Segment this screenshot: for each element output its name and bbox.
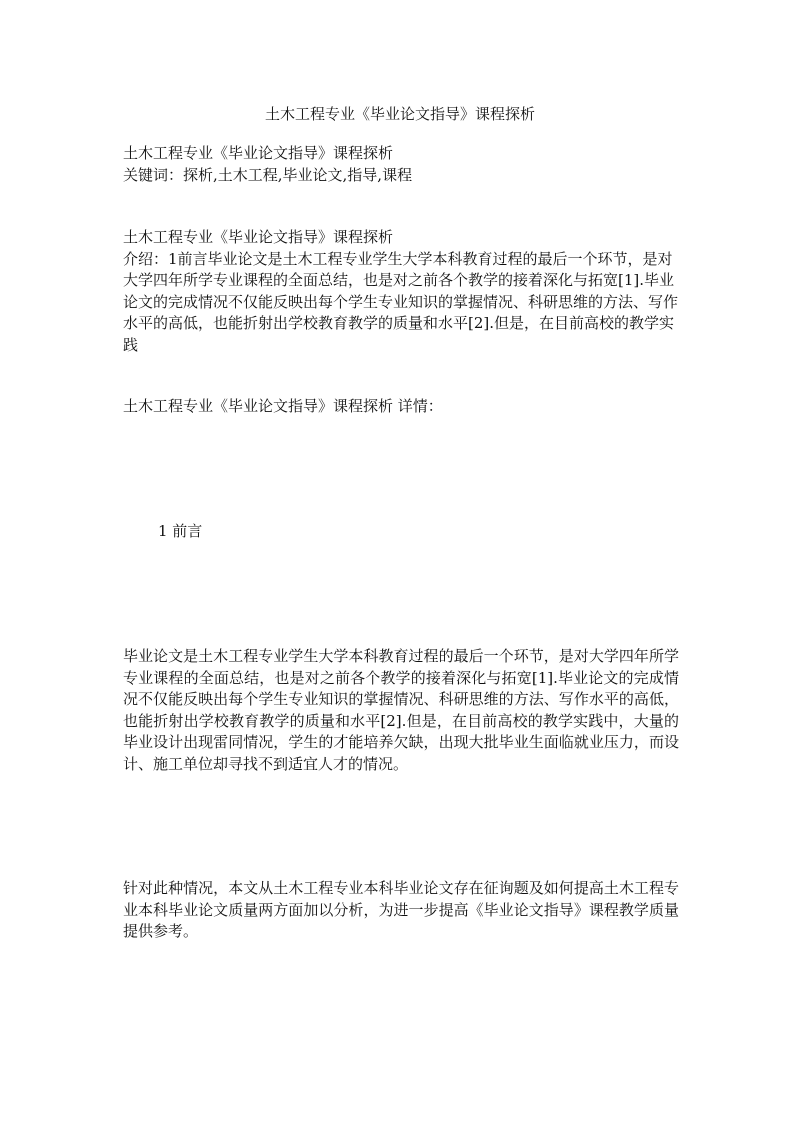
intro-block — [123, 227, 679, 356]
summary-heading: 土木工程专业《毕业论文指导》课程探析 — [123, 144, 394, 162]
keywords-line: 关键词：探析,土木工程,毕业论文,指导,课程 — [123, 165, 413, 184]
paragraph-2: 针对此种情况，本文从土木工程专业本科毕业论文存在征询题及如何提高土木工程专业本科毕业论文质量两方面加以分析，为进一步提高《毕业论文指导》课程教学质量提供参考。 — [123, 879, 679, 940]
paragraph-1: 毕业论文是土木工程专业学生大学本科教育过程的最后一个环节，是对大学四年所学专业课程的全面总结，也是对之前各个教学的接着深化与拓宽[1].毕业论文的完成情况不仅能反映出每个学生专业知识的掌握情况、科研思维的方法、写作水平的高低，也能折射出学校教育教学的质量和水平[2].但是，在目前高校的教学实践中，大量的毕业设计出现雷同情况，学生的才能培养欠缺，出现大批毕业生面临就业压力，而设计、施工单位却寻找不到适宜人才的情况。 — [123, 647, 679, 773]
intro-text: 介绍：1前言毕业论文是土木工程专业学生大学本科教育过程的最后一个环节，是对大学四年所学专业课程的全面总结，也是对之前各个教学的接着深化与拓宽[1].毕业论文的完成情况不仅能反映出每个学生专业知识的掌握情况、科研思维的方法、写作水平的高低，也能折射出学校教育教学的质量和水平[2].但是，在目前高校的教学实践 — [123, 249, 679, 354]
summary-block — [123, 143, 679, 186]
intro-heading: 土木工程专业《毕业论文指导》课程探析 — [123, 228, 394, 246]
section-heading: 1 前言 — [158, 522, 203, 540]
details-heading: 土木工程专业《毕业论文指导》课程探析 详情： — [123, 397, 443, 415]
document-title: 土木工程专业《毕业论文指导》课程探析 — [264, 105, 535, 123]
